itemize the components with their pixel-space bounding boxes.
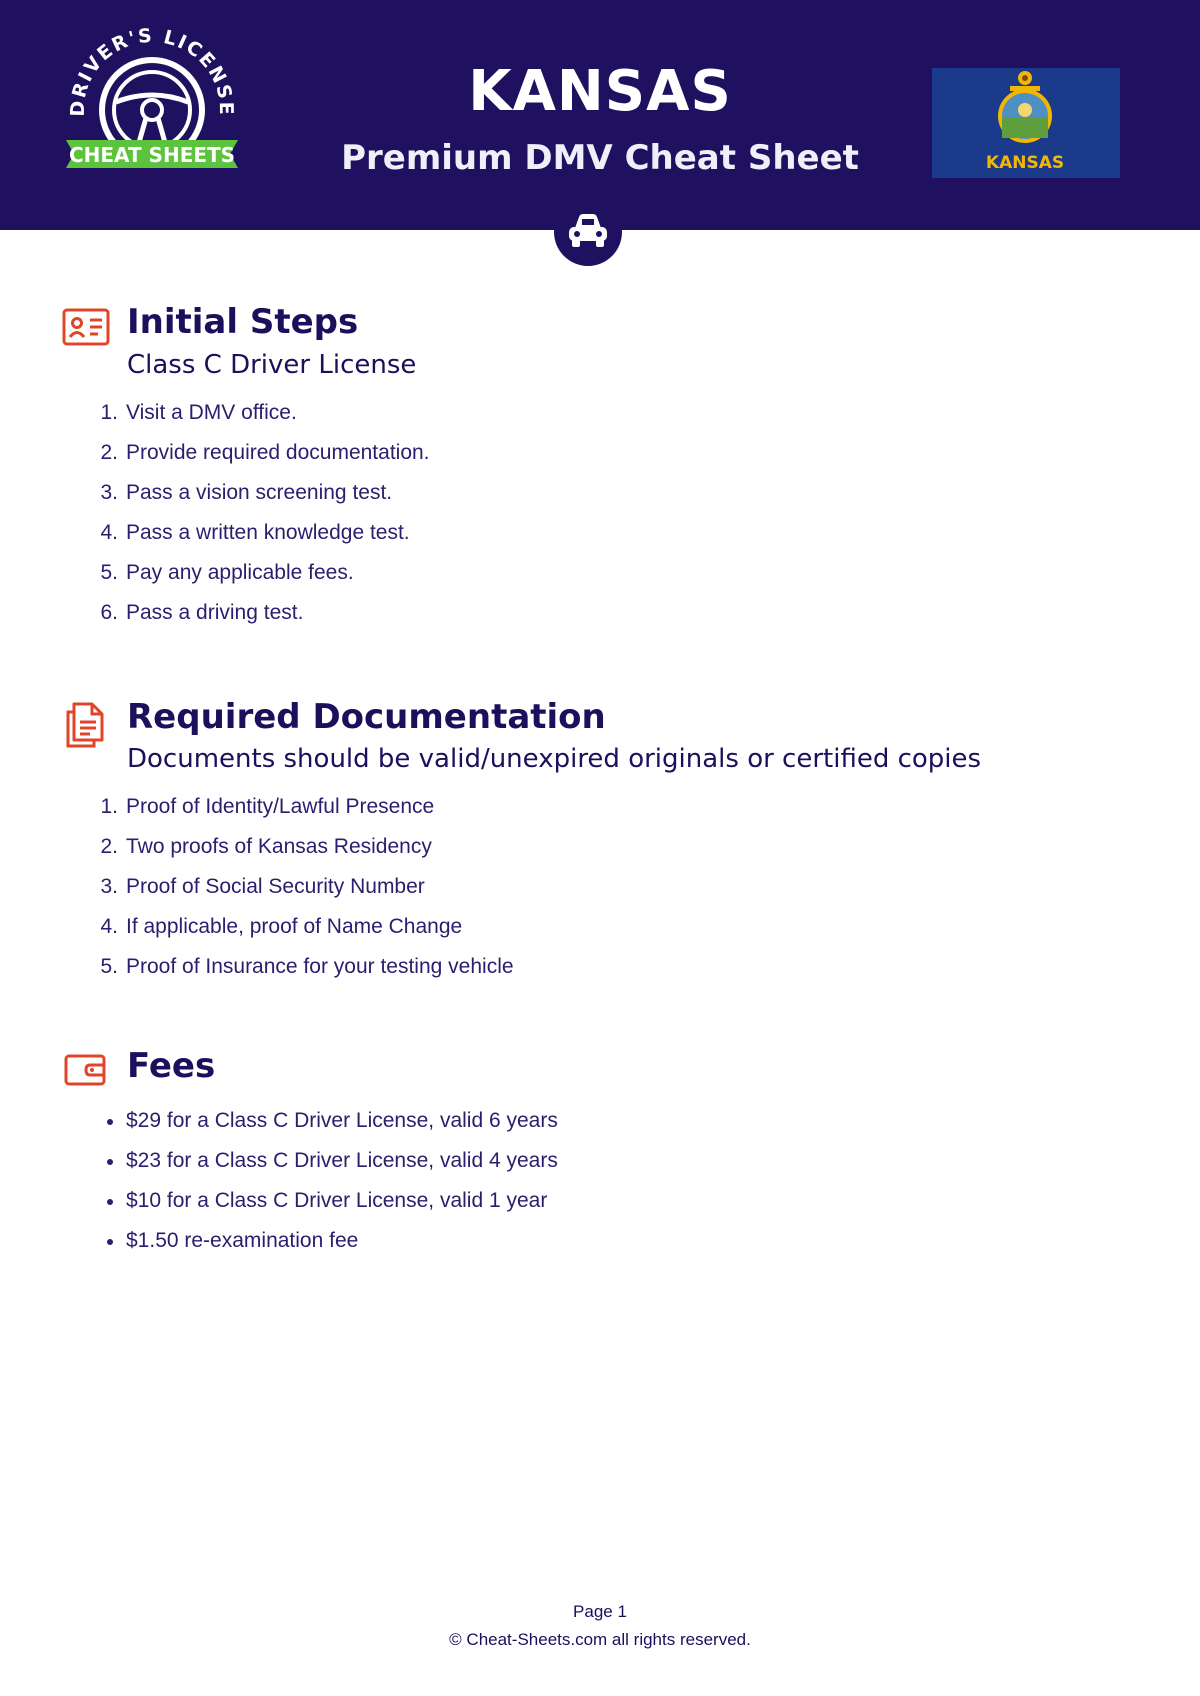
list-item: 4. If applicable, proof of Name Change [100, 915, 463, 938]
svg-text:KANSAS: KANSAS [985, 153, 1065, 173]
svg-text:DRIVER'S LICENSE: DRIVER'S LICENSE [66, 24, 238, 117]
list-item: 3. Proof of Social Security Number [100, 875, 425, 898]
section-subtitle: Class C Driver License [127, 350, 417, 380]
list-item: 5. Proof of Insurance for your testing vehicle [100, 955, 514, 978]
list-item: 5. Pay any applicable fees. [100, 561, 354, 584]
drivers-license-cheat-sheets-logo [62, 22, 242, 187]
list-item: 6. Pass a driving test. [100, 601, 304, 624]
footer [0, 1598, 1200, 1654]
list-item: $10 for a Class C Driver License, valid 1 year [126, 1186, 558, 1226]
header-band [0, 0, 1200, 230]
list-item: 2. Provide required documentation. [100, 441, 430, 464]
title-block [300, 60, 900, 180]
copyright: © Cheat-Sheets.com all rights reserved. [449, 1630, 751, 1649]
section-subtitle: Documents should be valid/unexpired originals or certified copies [127, 744, 982, 774]
list-item: 3. Pass a vision screening test. [100, 481, 393, 504]
list-item: $1.50 re-examination fee [126, 1226, 558, 1266]
initial-steps-list [100, 398, 430, 638]
documents-icon [62, 700, 110, 748]
section-title: Fees [127, 1046, 216, 1086]
page-title: KANSAS [468, 59, 732, 124]
required-docs-list [100, 792, 514, 992]
section-title: Initial Steps [127, 302, 359, 342]
fees-list [126, 1106, 558, 1266]
page-number: Page 1 [573, 1602, 627, 1621]
list-item: 2. Two proofs of Kansas Residency [100, 835, 432, 858]
car-icon [567, 212, 609, 250]
car-badge [554, 198, 622, 266]
section-title: Required Documentation [127, 697, 606, 737]
list-item: $23 for a Class C Driver License, valid 4 years [126, 1146, 558, 1186]
svg-text:CHEAT SHEETS: CHEAT SHEETS [68, 143, 236, 167]
kansas-flag [932, 68, 1120, 178]
id-card-icon [62, 304, 110, 352]
list-item: $29 for a Class C Driver License, valid 6 years [126, 1106, 558, 1146]
list-item: 4. Pass a written knowledge test. [100, 521, 410, 544]
list-item: 1. Visit a DMV office. [100, 401, 297, 424]
page-subtitle: Premium DMV Cheat Sheet [341, 138, 859, 178]
list-item: 1. Proof of Identity/Lawful Presence [100, 795, 435, 818]
wallet-icon [62, 1046, 110, 1094]
